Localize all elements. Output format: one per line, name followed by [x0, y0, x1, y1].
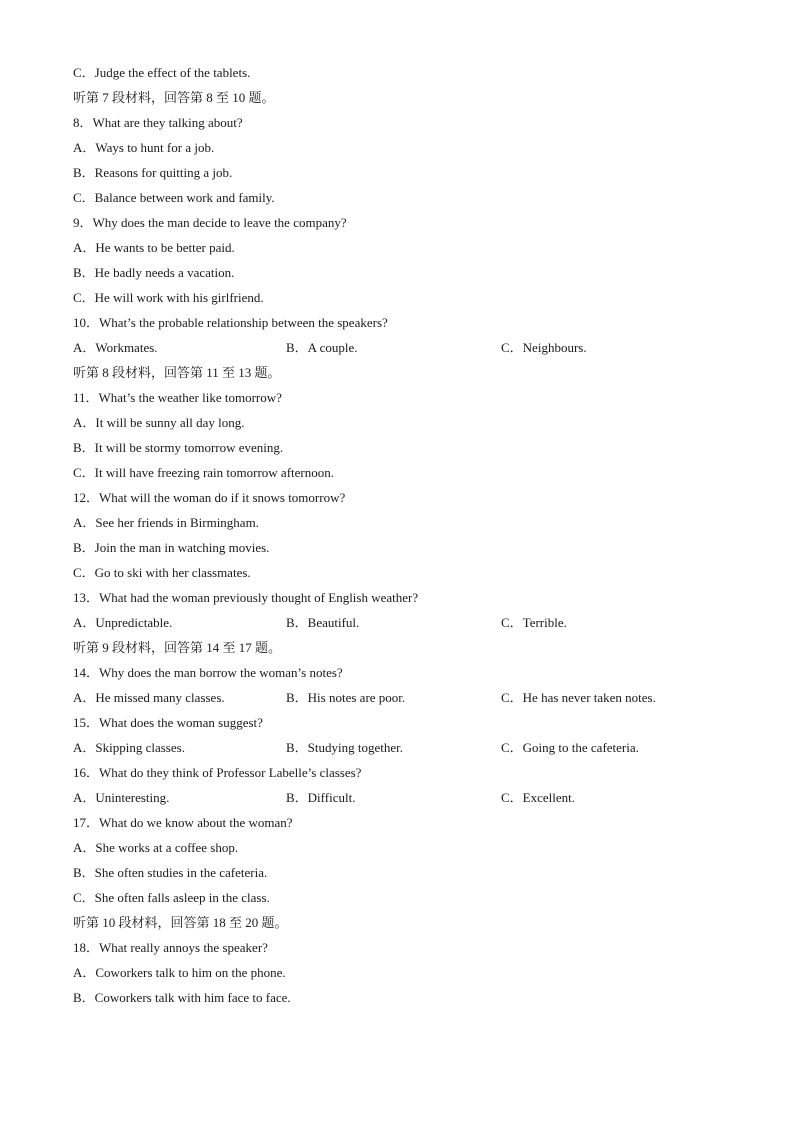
text-line: C．Balance between work and family.	[73, 190, 275, 205]
text-line: 听第 7 段材料，回答第 8 至 10 题。	[73, 90, 275, 105]
text-line: A．Ways to hunt for a job.	[73, 140, 215, 155]
option-b: B．A couple.	[286, 340, 358, 355]
text-line: 9．Why does the man decide to leave the company?	[73, 215, 347, 230]
option-a: A．Skipping classes.	[73, 740, 185, 755]
option-b: B．Difficult.	[286, 790, 356, 805]
option-a: A．Uninteresting.	[73, 790, 170, 805]
text-line: B．She often studies in the cafeteria.	[73, 865, 268, 880]
option-c: C．He has never taken notes.	[501, 690, 656, 705]
text-line: B．Reasons for quitting a job.	[73, 165, 233, 180]
text-line: 听第 10 段材料，回答第 18 至 20 题。	[73, 915, 288, 930]
text-line: A．It will be sunny all day long.	[73, 415, 245, 430]
text-line: A．Coworkers talk to him on the phone.	[73, 965, 286, 980]
option-b: B．His notes are poor.	[286, 690, 406, 705]
option-b: B．Studying together.	[286, 740, 404, 755]
option-c: C．Terrible.	[501, 615, 567, 630]
option-c: C．Going to the cafeteria.	[501, 740, 639, 755]
text-line: B．Join the man in watching movies.	[73, 540, 270, 555]
text-line: C．Go to ski with her classmates.	[73, 565, 251, 580]
option-row	[73, 789, 733, 814]
text-line: C．It will have freezing rain tomorrow afternoon.	[73, 465, 334, 480]
question-list	[73, 64, 733, 1014]
option-a: A．Unpredictable.	[73, 615, 173, 630]
option-row	[73, 614, 733, 639]
text-line: 8．What are they talking about?	[73, 115, 243, 130]
option-a: A．Workmates.	[73, 340, 158, 355]
text-line: A．He wants to be better paid.	[73, 240, 235, 255]
text-line: 18．What really annoys the speaker?	[73, 940, 268, 955]
text-line: B．He badly needs a vacation.	[73, 265, 235, 280]
option-c: C．Excellent.	[501, 790, 576, 805]
text-line: 13．What had the woman previously thought of English weather?	[73, 590, 419, 605]
text-line: 听第 9 段材料，回答第 14 至 17 题。	[73, 640, 282, 655]
text-line: 14．Why does the man borrow the woman’s notes?	[73, 665, 343, 680]
text-line: 11．What’s the weather like tomorrow?	[73, 390, 282, 405]
text-line: 16．What do they think of Professor Labelle’s classes?	[73, 765, 362, 780]
text-line: 12．What will the woman do if it snows tomorrow?	[73, 490, 346, 505]
option-b: B．Beautiful.	[286, 615, 360, 630]
text-line: A．See her friends in Birmingham.	[73, 515, 259, 530]
text-line: C．She often falls asleep in the class.	[73, 890, 270, 905]
text-line: C．Judge the effect of the tablets.	[73, 65, 251, 80]
option-a: A．He missed many classes.	[73, 690, 225, 705]
text-line: 15．What does the woman suggest?	[73, 715, 263, 730]
text-line: 17．What do we know about the woman?	[73, 815, 293, 830]
text-line: C．He will work with his girlfriend.	[73, 290, 264, 305]
option-row	[73, 689, 733, 714]
text-line: 听第 8 段材料，回答第 11 至 13 题。	[73, 365, 281, 380]
option-row	[73, 739, 733, 764]
text-line: B．Coworkers talk with him face to face.	[73, 990, 291, 1005]
option-row	[73, 339, 733, 364]
text-line: 10．What’s the probable relationship between the speakers?	[73, 315, 388, 330]
option-c: C．Neighbours.	[501, 340, 587, 355]
text-line: A．She works at a coffee shop.	[73, 840, 239, 855]
text-line: B．It will be stormy tomorrow evening.	[73, 440, 284, 455]
